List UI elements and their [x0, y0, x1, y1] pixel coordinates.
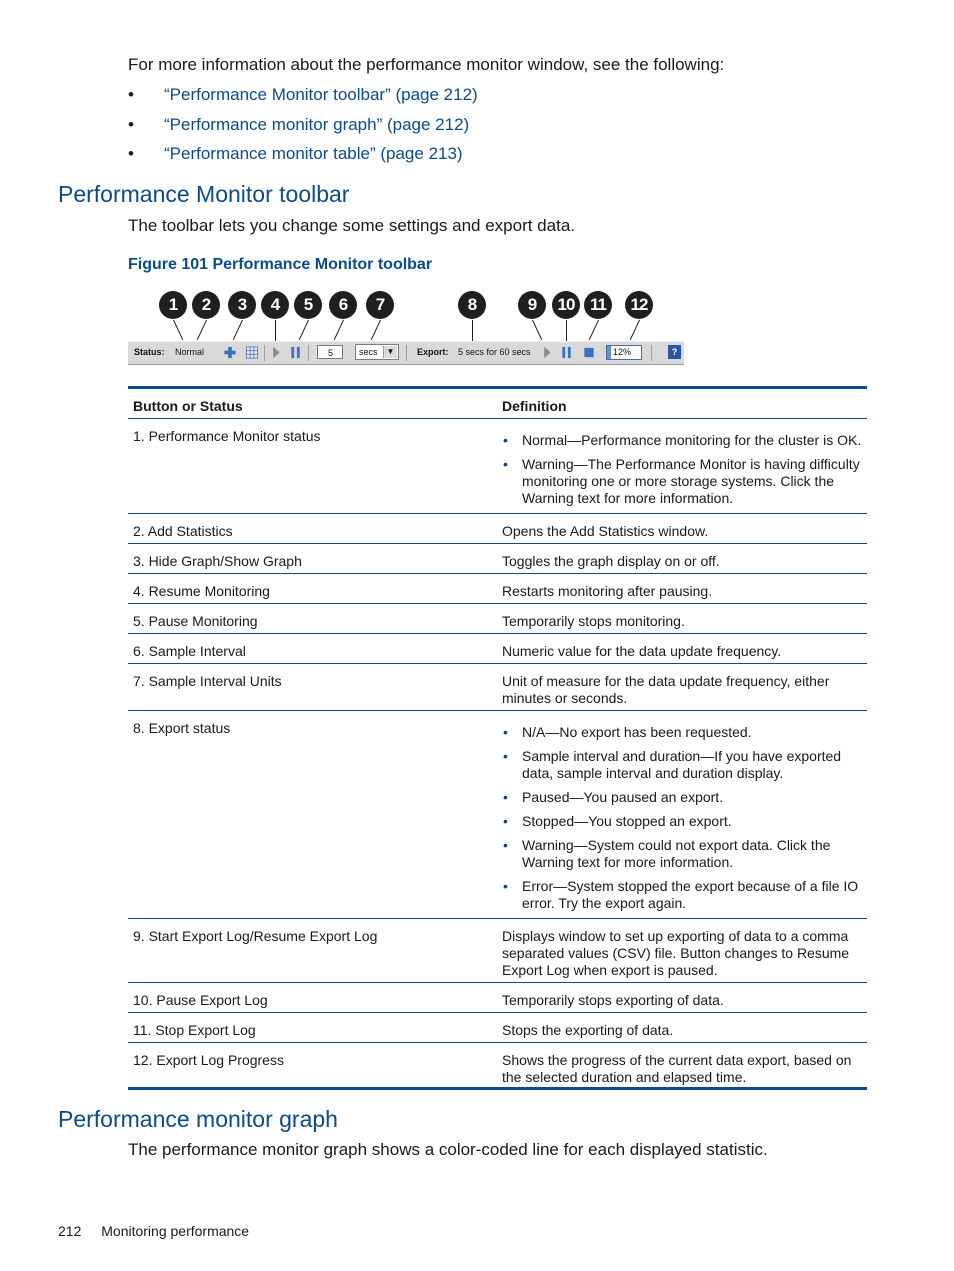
status-label: Status:	[134, 347, 165, 357]
toolbar-definition-table	[128, 386, 867, 1090]
leader-line	[197, 320, 207, 340]
table-row: 12. Export Log Progress Shows the progress of the current data export, based on the selected duration and elapsed time.	[133, 1052, 852, 1085]
interval-units-select[interactable]: secs ▼	[355, 344, 399, 360]
list-item: • N/A—No export has been requested.	[502, 724, 862, 741]
callout-4: 4	[261, 291, 289, 319]
callout-2: 2	[192, 291, 220, 319]
list-item: • Warning—System could not export data. Click the Warning text for more information.	[502, 837, 862, 871]
table-row: 4. Resume Monitoring Restarts monitoring after pausing.	[128, 574, 867, 604]
page-number: 212	[58, 1223, 82, 1239]
help-icon[interactable]: ?	[668, 345, 681, 359]
callout-3: 3	[228, 291, 256, 319]
performance-monitor-toolbar	[128, 341, 684, 365]
list-item: • Warning—The Performance Monitor is having difficulty monitoring one or more storage systems. Click the Warning text for more information.	[502, 456, 862, 507]
callout-7: 7	[366, 291, 394, 319]
table-row: 11. Stop Export Log Stops the exporting of data.	[128, 1013, 867, 1043]
leader-line	[299, 320, 309, 340]
leader-line	[630, 320, 640, 340]
intro-text: For more information about the performance monitor window, see the following:	[128, 55, 725, 74]
separator	[264, 345, 265, 361]
link-table[interactable]: “Performance monitor table” (page 213)	[164, 144, 463, 163]
table-row: 10. Pause Export Log Temporarily stops exporting of data.	[128, 983, 867, 1013]
section-heading-toolbar: Performance Monitor toolbar	[58, 181, 350, 207]
pause-export-icon[interactable]	[561, 346, 573, 359]
table-row: 1. Performance Monitor status • Normal—Performance monitoring for the cluster is OK. • Warning—The Performance Monitor is having difficulty monitoring one or more storage systems. Click the Warning text for more information.	[128, 419, 867, 514]
section-heading-graph: Performance monitor graph	[58, 1106, 338, 1132]
callout-11: 11	[584, 291, 612, 319]
list-item: • Error—System stopped the export because of a file IO error. Try the export again.	[502, 878, 862, 912]
toolbar-figure	[128, 288, 688, 366]
leader-line	[589, 320, 599, 340]
start-export-icon[interactable]	[542, 346, 552, 359]
table-row: 9. Start Export Log/Resume Export Log Displays window to set up exporting of data to a comma separated values (CSV) file. Button changes to Resume Export Log when export is paused.	[128, 919, 867, 983]
add-statistics-icon[interactable]	[223, 346, 237, 359]
leader-line	[472, 320, 473, 342]
callout-10: 10	[552, 291, 580, 319]
separator	[406, 345, 407, 361]
export-progress-bar: 12%	[606, 345, 642, 360]
separator	[308, 345, 309, 361]
page-footer	[58, 1223, 249, 1239]
export-label: Export:	[417, 347, 449, 357]
graph-description: The performance monitor graph shows a color-coded line for each displayed statistic.	[128, 1140, 768, 1159]
table-row: 8. Export status • N/A—No export has been requested. • Sample interval and duration—If you have exported data, sample interval and duration display. • Paused—You paused an export. • Stopped—You stopped an export. • Warning—System could not export data. Click the Warning text for more information. • Error—System stopped the export because of a file IO error. Try the export again.	[128, 711, 867, 919]
leader-line	[371, 320, 381, 340]
status-value[interactable]: Normal	[175, 347, 205, 357]
pause-icon[interactable]	[290, 346, 302, 359]
list-item: • Normal—Performance monitoring for the cluster is OK.	[502, 432, 862, 449]
table-row: 7. Sample Interval Units Unit of measure for the data update frequency, either minutes or seconds.	[128, 664, 867, 711]
list-item: • Stopped—You stopped an export.	[502, 813, 862, 830]
list-item: • Paused—You paused an export.	[502, 789, 862, 806]
table-header	[128, 389, 867, 419]
chevron-down-icon: ▼	[383, 346, 397, 358]
callout-9: 9	[518, 291, 546, 319]
toolbar-description: The toolbar lets you change some settings and export data.	[128, 216, 575, 235]
graph-toggle-icon[interactable]	[245, 346, 259, 359]
callout-8: 8	[458, 291, 486, 319]
stop-export-icon[interactable]	[583, 346, 595, 359]
table-row: 5. Pause Monitoring Temporarily stops monitoring.	[128, 604, 867, 634]
callout-12: 12	[625, 291, 653, 319]
callout-1: 1	[159, 291, 187, 319]
table-bottom-rule	[128, 1087, 867, 1090]
link-toolbar[interactable]: “Performance Monitor toolbar” (page 212)	[164, 85, 478, 104]
table-row: 6. Sample Interval Numeric value for the data update frequency.	[128, 634, 867, 664]
header-button-or-status: Button or Status	[133, 398, 243, 414]
leader-line	[233, 320, 243, 340]
header-definition: Definition	[502, 398, 567, 414]
resume-icon[interactable]	[271, 346, 281, 359]
export-status[interactable]: 5 secs for 60 secs	[458, 347, 531, 357]
separator	[651, 345, 652, 361]
leader-line	[566, 320, 567, 342]
export-progress-fill	[607, 346, 611, 359]
leader-line	[334, 320, 344, 340]
link-graph[interactable]: “Performance monitor graph” (page 212)	[164, 114, 470, 134]
callout-6: 6	[329, 291, 357, 319]
table-row: 2. Add Statistics Opens the Add Statistics window.	[128, 514, 867, 544]
table-row: 3. Hide Graph/Show Graph Toggles the graph display on or off.	[128, 544, 867, 574]
leader-line	[275, 320, 276, 342]
list-item: • Sample interval and duration—If you have exported data, sample interval and duration display.	[502, 748, 862, 782]
chapter-title: Monitoring performance	[101, 1223, 250, 1239]
leader-line	[532, 320, 542, 340]
figure-caption: Figure 101 Performance Monitor toolbar	[128, 256, 433, 273]
callout-5: 5	[294, 291, 322, 319]
leader-line	[173, 320, 183, 340]
sample-interval-spinner[interactable]: 5	[317, 345, 343, 359]
